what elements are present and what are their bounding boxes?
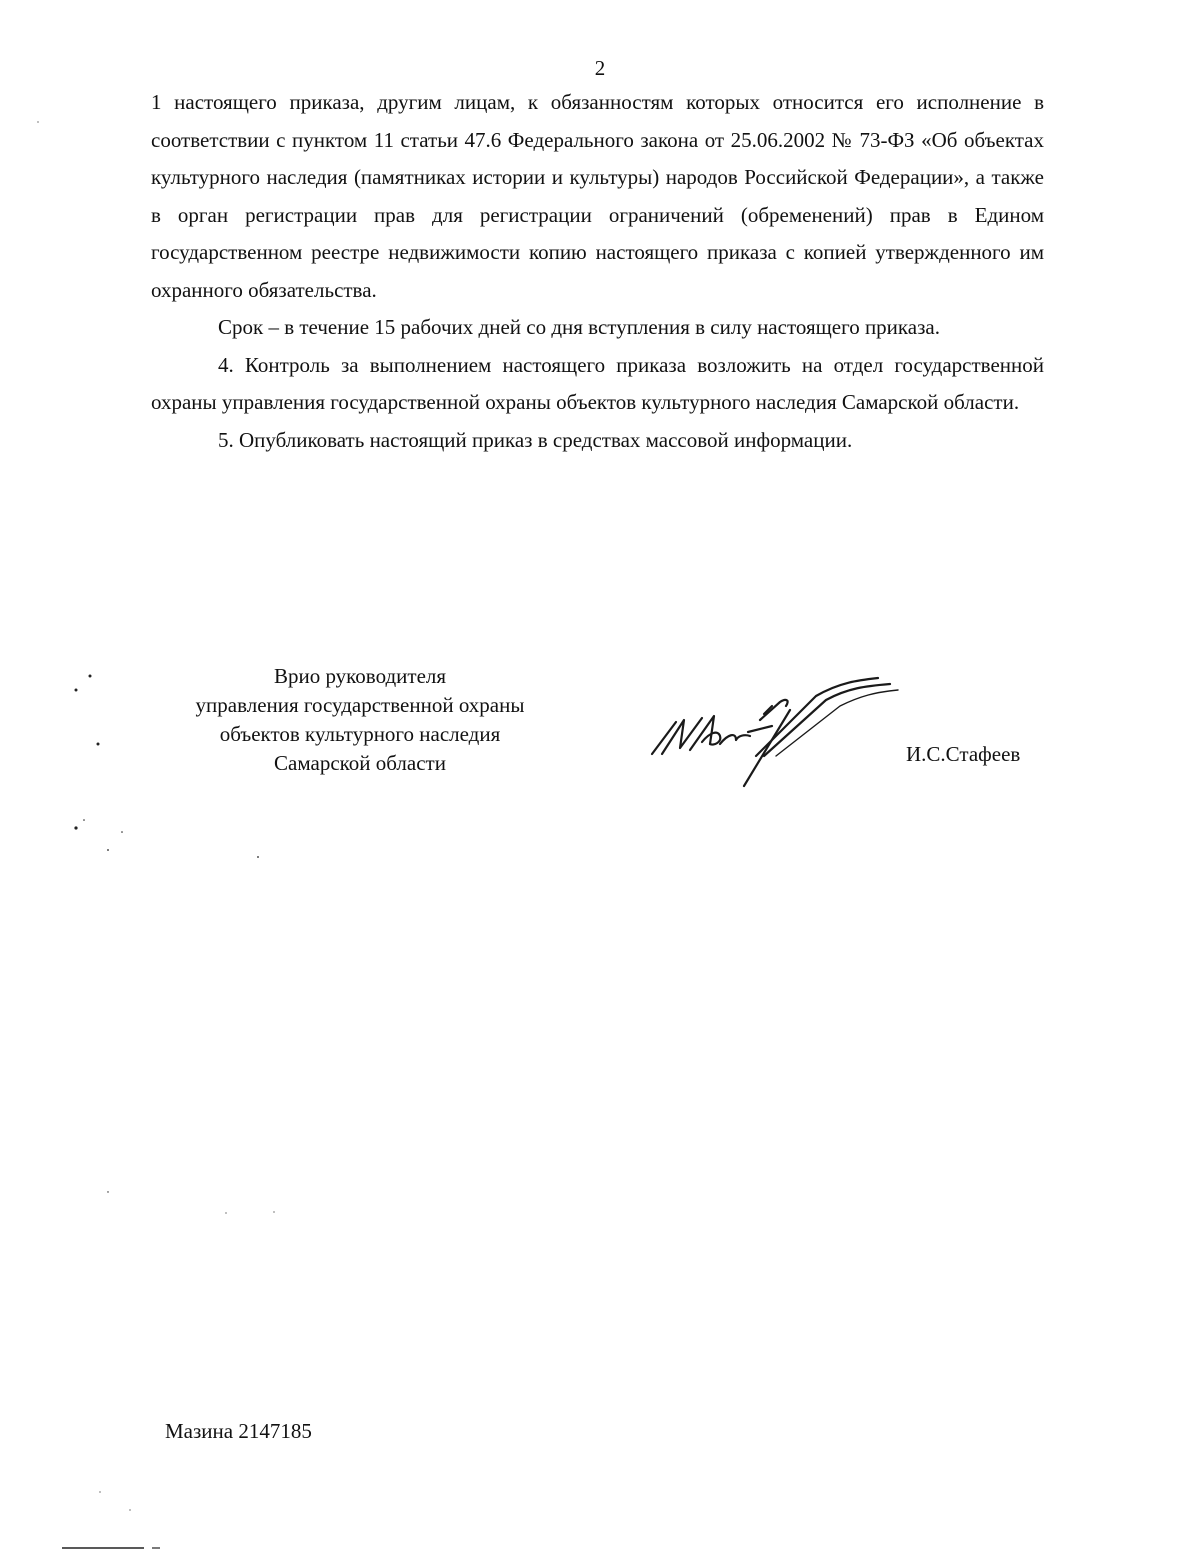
paragraph-item-5: 5. Опубликовать настоящий приказ в средствах массовой информации. [218,427,853,452]
signer-name: И.С.Стафеев [906,742,1021,766]
paragraph-continuation: 1 настоящего приказа, другим лицам, к обязанностям которых относится его исполнение в соответствии с пунктом 11 статьи 47.6 Федерального закона от 25.06.2002 № 73-ФЗ «Об объектах культурного наследия (памятниках истории и культуры) народов Российской Федерации», а также в орган регистрации прав для регистрации ограничений (обременений) прав в Едином государственном реестре недвижимости копию настоящего приказа с копией утвержденного им охранного обязательства. [151,90,1044,302]
signatory-position [150,662,570,778]
paragraph-deadline: Срок – в течение 15 рабочих дней со дня вступления в силу настоящего приказа. [218,315,940,339]
signatory-position-line: объектов культурного наследия [219,722,501,746]
paragraph-item-4: 4. Контроль за выполнением настоящего приказа возложить на отдел государственной охраны управления государственной охраны объектов культурного наследия Самарской области. [151,352,1044,414]
page-number: 2 [594,56,606,80]
signatory-position-line: Врио руководителя [273,664,447,688]
handwritten-signature-icon [640,670,900,800]
document-body [151,84,1044,459]
signatory-position-line: управления государственной охраны [195,693,525,717]
signatory-position-line: Самарской области [274,751,446,775]
executor-contact: Мазина 2147185 [165,1419,312,1443]
